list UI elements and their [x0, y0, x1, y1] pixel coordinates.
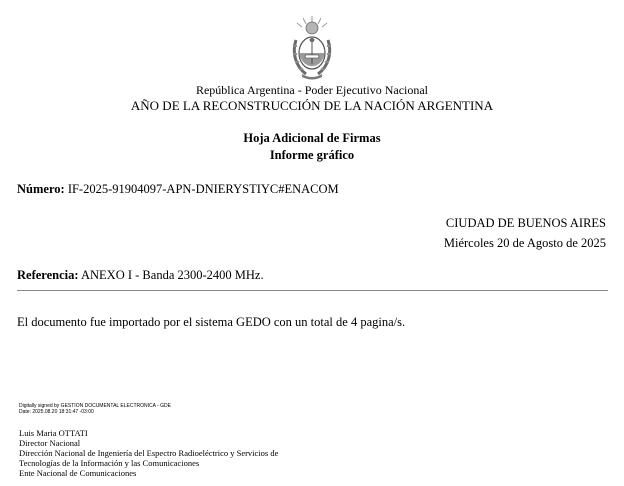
reference-label: Referencia: [17, 268, 79, 282]
reference-value: ANEXO I - Banda 2300-2400 MHz. [80, 268, 264, 282]
argentina-coat-of-arms-seal [289, 14, 335, 82]
document-title: Hoja Adicional de Firmas [243, 131, 381, 145]
horizontal-divider [17, 290, 608, 291]
location-city: CIUDAD DE BUENOS AIRES [445, 216, 606, 230]
document-subtitle: Informe gráfico [269, 148, 355, 162]
signer-block [19, 428, 278, 478]
signer-name: Luis Maria OTTATI [19, 428, 88, 438]
document-number-value: IF-2025-91904097-APN-DNIERYSTIYC#ENACOM [67, 182, 339, 196]
digital-signature-date: Date: 2025.08.20 18:31:47 -03:00 [19, 409, 94, 415]
signer-role: Director Nacional [19, 438, 81, 448]
signer-organization: Ente Nacional de Comunicaciones [19, 468, 137, 478]
header-year-motto: AÑO DE LA RECONSTRUCCIÓN DE LA NACIÓN ARGENTINA [130, 98, 494, 113]
document-date: Miércoles 20 de Agosto de 2025 [443, 236, 606, 250]
digital-signature-signed-by: Digitally signed by GESTION DOCUMENTAL ELECTRONICA - GDE [19, 403, 171, 409]
document-number [17, 182, 339, 197]
body-text: El documento fue importado por el sistema GEDO con un total de 4 pagina/s. [17, 315, 406, 329]
document-number-label: Número: [17, 182, 65, 196]
reference [17, 268, 264, 283]
digital-signature-stamp [19, 403, 171, 415]
signer-department-line1: Dirección Nacional de Ingeniería del Espectro Radioeléctrico y Servicios de [19, 448, 279, 458]
signer-department-line2: Tecnologías de la Información y las Comunicaciones [19, 458, 200, 468]
header-government-line: República Argentina - Poder Ejecutivo Nacional [195, 83, 429, 97]
